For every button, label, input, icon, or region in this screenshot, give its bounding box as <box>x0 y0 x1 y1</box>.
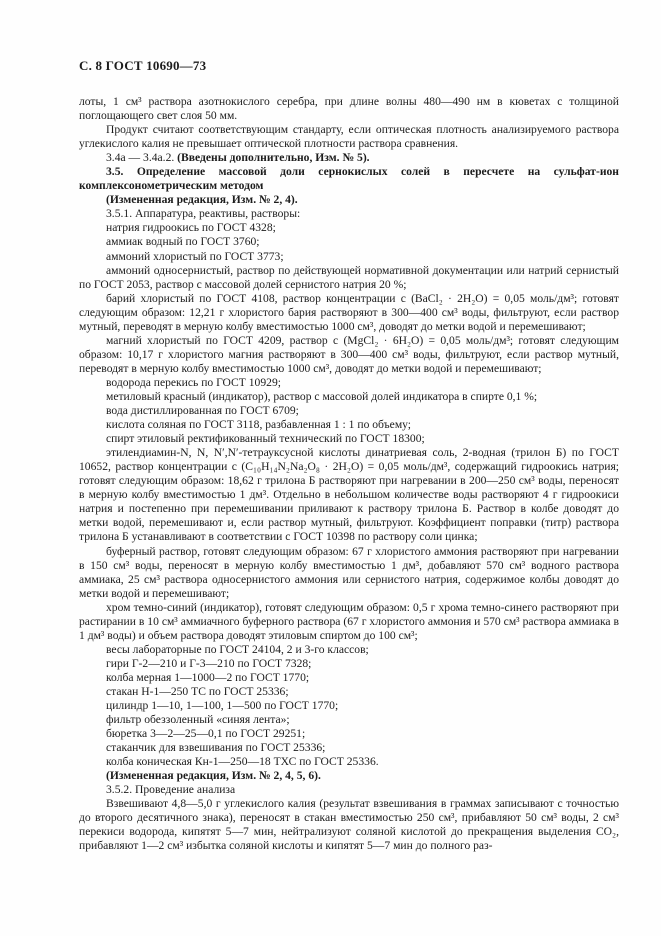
amendment-note-bold: (Введены дополнительно, Изм. № 5). <box>177 151 370 165</box>
revision-note: (Измененная редакция, Изм. № 2, 4). <box>106 193 298 207</box>
revision-note: (Измененная редакция, Изм. № 2, 4, 5, 6). <box>106 769 321 783</box>
list-item: спирт этиловый ректификованный технический по ГОСТ 18300; <box>106 432 425 446</box>
list-item: стакан Н-1—250 ТС по ГОСТ 25336; <box>106 684 289 698</box>
paragraph: Взвешивают 4,8—5,0 г углекислого калия (результат взвешивания в граммах записывают с точностью до второго десятичного знака), переносят в стакан вместимостью 250 см³, прибавляют 50 см³ воды, 2 см³ перекиси водорода, кипятят 5—7 мин, нейтрализуют соляной кислотой до прекращения выделения CO₂, прибавляют 1—2 см³ избытка соляной кислоты и кипятят 5—7 мин до полного раз- <box>79 797 619 853</box>
list-item: стаканчик для взвешивания по ГОСТ 25336; <box>106 741 326 755</box>
document-body <box>79 95 619 854</box>
list-item: натрия гидроокись по ГОСТ 4328; <box>106 221 276 235</box>
list-item: хром темно-синий (индикатор), готовят следующим образом: 0,5 г хрома темно-синего растворяют при растирании в 10 см³ аммиачного буферного раствора (67 г хлористого аммония и 570 см³ раствора аммиака в 1 дм³ воды) и объем раствора доводят этиловым спиртом до 100 см³; <box>79 600 619 642</box>
list-item: колба коническая Кн-1—250—18 ТХС по ГОСТ 25336. <box>106 755 379 769</box>
list-item: колба мерная 1—1000—2 по ГОСТ 1770; <box>106 670 310 684</box>
list-item: аммиак водный по ГОСТ 3760; <box>106 235 260 249</box>
list-item: аммоний хлористый по ГОСТ 3773; <box>106 249 284 263</box>
subsection-heading: 3.5.2. Проведение анализа <box>106 783 236 797</box>
paragraph: лоты, 1 см³ раствора азотнокислого серебра, при длине волны 480—490 нм в кюветах с толщиной поглощающего свет слоя 50 мм. <box>79 95 619 123</box>
subsection-heading: 3.5.1. Аппаратура, реактивы, растворы: <box>106 207 301 221</box>
list-item: водорода перекись по ГОСТ 10929; <box>106 375 281 389</box>
list-item: кислота соляная по ГОСТ 3118, разбавленная 1 : 1 по объему; <box>106 418 412 432</box>
section-heading: 3.5. Определение массовой доли сернокислых солей в пересчете на сульфат-ион комплексонометрическим методом <box>79 165 619 193</box>
list-item: гири Г-2—210 и Г-3—210 по ГОСТ 7328; <box>106 656 312 670</box>
paragraph: Продукт считают соответствующим стандарту, если оптическая плотность анализируемого раствора углекислого калия не превышает оптической плотности раствора сравнения. <box>79 123 619 151</box>
list-item: вода дистиллированная по ГОСТ 6709; <box>106 404 299 418</box>
list-item: аммоний односернистый, раствор по действующей нормативной документации или натрий сернистый по ГОСТ 2053, раствор с массовой долей сернистого натрия 20 %; <box>79 263 619 291</box>
list-item: фильтр обеззоленный «синяя лента»; <box>106 713 290 727</box>
list-item: буферный раствор, готовят следующим образом: 67 г хлористого аммония растворяют при нагревании в 150 см³ воды, переносят в мерную колбу вместимостью 1 дм³, добавляют 570 см³ водного раствора аммиака, 25 см³ раствора односернистого аммония или сернистого натрия, содержимое колбы доводят до метки водой и перемешивают; <box>79 544 619 600</box>
list-item: цилиндр 1—10, 1—100, 1—500 по ГОСТ 1770; <box>106 699 339 713</box>
list-item: весы лабораторные по ГОСТ 24104, 2 и 3-го классов; <box>106 642 369 656</box>
list-item: магний хлористый по ГОСТ 4209, раствор c (MgCl₂ · 6H₂O) = 0,05 моль/дм³; готовят следующим образом: 10,17 г хлористого магния растворяют в 300—400 см³ воды, фильтруют, если раствор мутный, переводят в мерную колбу вместимостью 1000 см³, доводят до метки водой и перемешивают; <box>79 333 619 375</box>
list-item: метиловый красный (индикатор), раствор с массовой долей индикатора в спирте 0,1 %; <box>106 389 538 403</box>
list-item: барий хлористый по ГОСТ 4108, раствор концентрации c (BaCl₂ · 2H₂O) = 0,05 моль/дм³; готовят следующим образом: 12,21 г хлористого бария растворяют в 300—400 см³ воды, фильтруют, если раствор мутный, переводят в мерную колбу вместимостью 1000 см³, доводят до метки водой и перемешивают; <box>79 291 619 333</box>
list-item: бюретка 3—2—25—0,1 по ГОСТ 29251; <box>106 727 306 741</box>
page-header: С. 8 ГОСТ 10690—73 <box>79 58 207 73</box>
paragraph-amendment-note: 3.4а — 3.4а.2. (Введены дополнительно, Изм. № 5). <box>106 151 370 165</box>
list-item: этилендиамин-N, N, N′,N′-тетрауксусной кислоты динатриевая соль, 2-водная (трилон Б) по ГОСТ 10652, раствор концентрации c (C₁₀H₁₄N₂Na₂O₈ · 2H₂O) = 0,05 моль/дм³, содержащий гидроокись натрия; готовят следующим образом: 18,62 г трилона Б растворяют при нагревании в 200—250 см³ воды, переносят в мерную колбу вместимостью 1 дм³. Отдельно в небольшом количестве воды растворяют 4 г гидроокиси натрия и постепенно при перемешивании приливают к раствору трилона Б. Раствор в колбе доводят до метки водой, перемешивают и, если раствор мутный, фильтруют. Коэффициент поправки (титр) раствора трилона Б устанавливают в соответствии с ГОСТ 10398 по раствору соли цинка; <box>79 446 619 544</box>
